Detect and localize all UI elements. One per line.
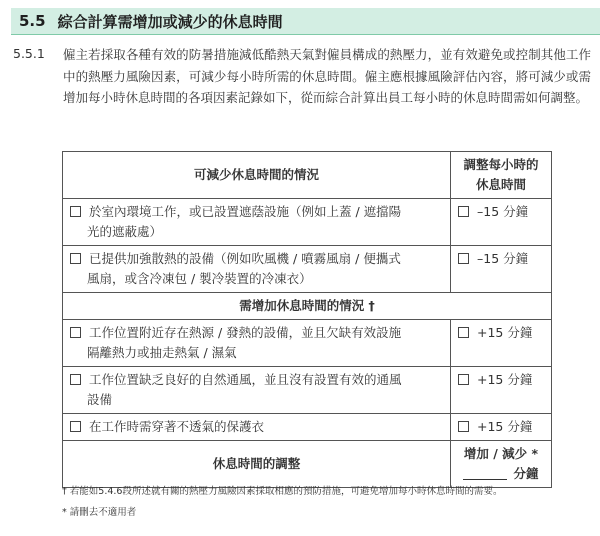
checkbox[interactable]	[458, 421, 469, 432]
table-row	[63, 246, 552, 293]
section-header	[11, 8, 600, 35]
checkbox[interactable]	[458, 206, 469, 217]
checkbox[interactable]	[458, 253, 469, 264]
checkbox[interactable]	[458, 327, 469, 338]
summary-label: 休息時間的調整	[63, 441, 451, 488]
adjust-cell: –15 分鐘	[451, 199, 552, 246]
increase-header-row	[63, 293, 552, 320]
footnote-dagger: † 若能如5.4.6段所述就有關的熱壓力風險因素採取相應的預防措施，可避免增加每小時休息時間的需要。	[62, 486, 503, 497]
rest-adjustment-table	[62, 151, 552, 488]
adjust-cell: –15 分鐘	[451, 246, 552, 293]
checkbox[interactable]	[70, 206, 81, 217]
checkbox[interactable]	[458, 374, 469, 385]
section-number: 5.5	[19, 12, 46, 30]
header-adjustment: 調整每小時的 休息時間	[451, 152, 552, 199]
increase-conditions-header: 需增加休息時間的情況 †	[63, 293, 552, 320]
checkbox[interactable]	[70, 253, 81, 264]
checkbox[interactable]	[70, 374, 81, 385]
footnote-asterisk: * 請刪去不適用者	[62, 507, 137, 518]
header-reduce-conditions: 可減少休息時間的情況	[63, 152, 451, 199]
paragraph-number: 5.5.1	[13, 46, 45, 61]
table-row	[63, 320, 552, 367]
adjust-cell: +15 分鐘	[451, 414, 552, 441]
adjust-cell: +15 分鐘	[451, 367, 552, 414]
table-header-row	[63, 152, 552, 199]
adjust-cell: +15 分鐘	[451, 320, 552, 367]
table-row	[63, 414, 552, 441]
checkbox[interactable]	[70, 421, 81, 432]
table-row	[63, 367, 552, 414]
condition-cell: 已提供加強散熱的設備（例如吹風機 / 噴霧風扇 / 便攜式 風扇，或含冷凍包 / 製冷裝置的冷凍衣）	[63, 246, 451, 293]
condition-cell: 在工作時需穿著不透氣的保護衣	[63, 414, 451, 441]
section-title: 綜合計算需增加或減少的休息時間	[57, 12, 283, 31]
condition-cell: 於室內環境工作，或已設置遮蔭設施（例如上蓋 / 遮擋陽 光的遮蔽處）	[63, 199, 451, 246]
minutes-blank-field[interactable]	[463, 466, 507, 480]
summary-row	[63, 441, 552, 488]
checkbox[interactable]	[70, 327, 81, 338]
paragraph-text: 僱主若採取各種有效的防暑措施減低酷熱天氣對僱員構成的熱壓力，並有效避免或控制其他工作中的熱壓力風險因素，可減少每小時所需的休息時間。僱主應根據風險評估內容，將可減少或需增加每小時休息時間的各項因素記錄如下，從而綜合計算出員工每小時的休息時間需如何調整。	[63, 47, 591, 105]
table-row	[63, 199, 552, 246]
condition-cell: 工作位置附近存在熱源 / 發熱的設備，並且欠缺有效設施 隔離熱力或抽走熱氣 / 濕氣	[63, 320, 451, 367]
summary-adjustment-cell: 增加 / 減少 * 分鐘	[451, 441, 552, 488]
condition-cell: 工作位置缺乏良好的自然通風，並且沒有設置有效的通風 設備	[63, 367, 451, 414]
